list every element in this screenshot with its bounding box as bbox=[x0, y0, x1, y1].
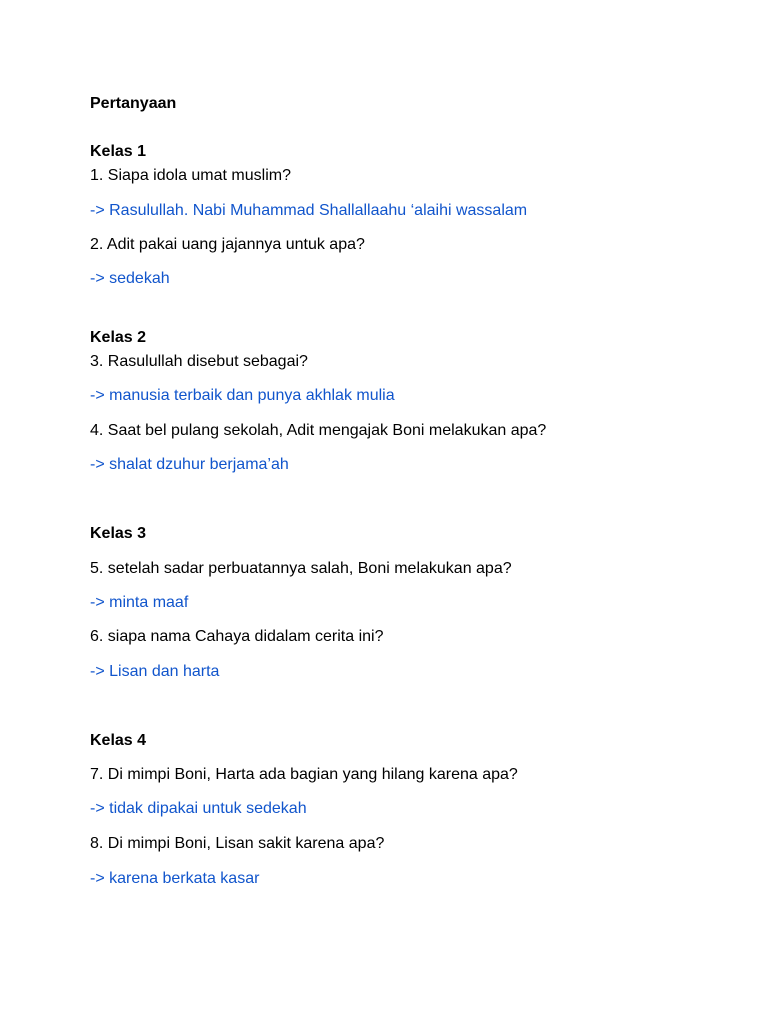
answer-6: -> Lisan dan harta bbox=[90, 663, 220, 680]
question-8: 8. Di mimpi Boni, Lisan sakit karena apa? bbox=[90, 835, 385, 852]
question-3: 3. Rasulullah disebut sebagai? bbox=[90, 353, 308, 370]
section-heading-kelas-4: Kelas 4 bbox=[90, 732, 147, 749]
question-7: 7. Di mimpi Boni, Harta ada bagian yang hilang karena apa? bbox=[90, 766, 518, 783]
question-6: 6. siapa nama Cahaya didalam cerita ini? bbox=[90, 628, 384, 645]
answer-3: -> manusia terbaik dan punya akhlak mulia bbox=[90, 387, 395, 404]
answer-1: -> Rasulullah. Nabi Muhammad Shallallaahu ‘alaihi wassalam bbox=[90, 202, 528, 219]
question-4: 4. Saat bel pulang sekolah, Adit mengajak Boni melakukan apa? bbox=[90, 422, 547, 439]
answer-2: -> sedekah bbox=[90, 270, 170, 287]
question-1: 1. Siapa idola umat muslim? bbox=[90, 167, 291, 184]
page-title: Pertanyaan bbox=[90, 95, 177, 112]
answer-4: -> shalat dzuhur berjama’ah bbox=[90, 456, 289, 473]
section-heading-kelas-2: Kelas 2 bbox=[90, 329, 147, 346]
answer-7: -> tidak dipakai untuk sedekah bbox=[90, 800, 307, 817]
section-heading-kelas-1: Kelas 1 bbox=[90, 143, 147, 160]
question-5: 5. setelah sadar perbuatannya salah, Boni melakukan apa? bbox=[90, 560, 512, 577]
answer-5: -> minta maaf bbox=[90, 594, 189, 611]
question-2: 2. Adit pakai uang jajannya untuk apa? bbox=[90, 236, 365, 253]
section-heading-kelas-3: Kelas 3 bbox=[90, 525, 147, 542]
answer-8: -> karena berkata kasar bbox=[90, 870, 260, 887]
